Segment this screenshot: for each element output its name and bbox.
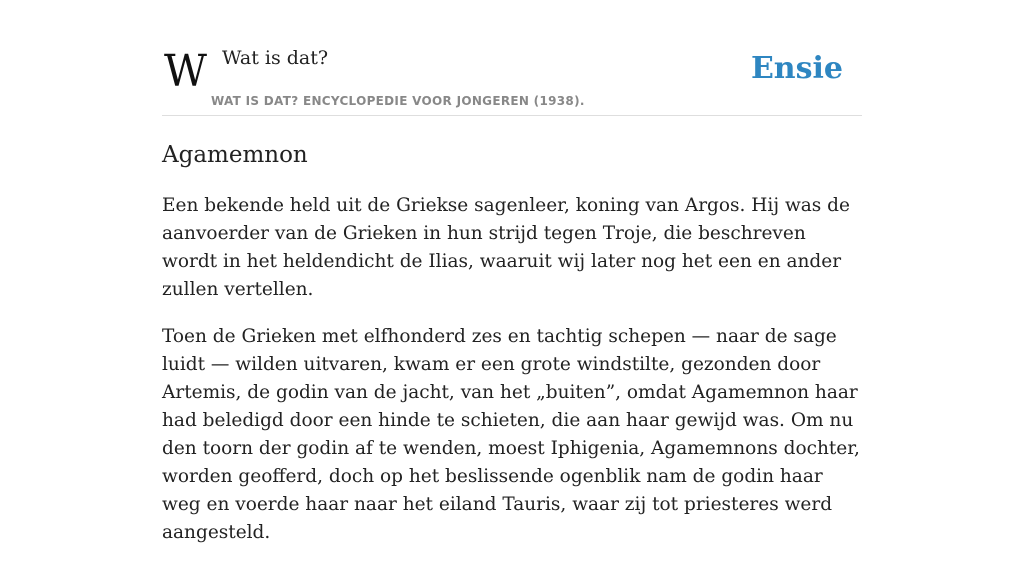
book-title[interactable]: Wat is dat? [222, 47, 329, 69]
book-subtitle: WAT IS DAT? ENCYCLOPEDIE VOOR JONGEREN (1938). [211, 94, 585, 108]
wikipedia-w-logo-icon[interactable]: W [164, 46, 202, 97]
header [162, 0, 862, 116]
entry-body [162, 192, 862, 566]
entry-paragraph: Een bekende held uit de Griekse sagenleer, koning van Argos. Hij was de aanvoerder van de Grieken in hun strijd tegen Troje, die beschreven wordt in het heldendicht de Ilias, waaruit wij later nog het een en ander zullen vertellen. [162, 195, 850, 300]
page-container [162, 0, 862, 543]
entry-title: Agamemnon [162, 142, 308, 168]
ensie-brand-logo[interactable]: Ensie [750, 51, 843, 86]
entry-paragraph: Toen de Grieken met elfhonderd zes en tachtig schepen — naar de sage luidt — wilden uitvaren, kwam er een grote windstilte, gezonden door Artemis, de godin van de jacht, van het „buiten”, omdat Agamemnon haar had beledigd door een hinde te schieten, die aan haar gewijd was. Om nu den toorn der godin af te wenden, moest Iphigenia, Agamemnons dochter, worden geofferd, doch op het beslissende ogenblik nam de godin haar weg en voerde haar naar het eiland Tauris, waar zij tot priesteres werd aangesteld. [162, 326, 860, 543]
